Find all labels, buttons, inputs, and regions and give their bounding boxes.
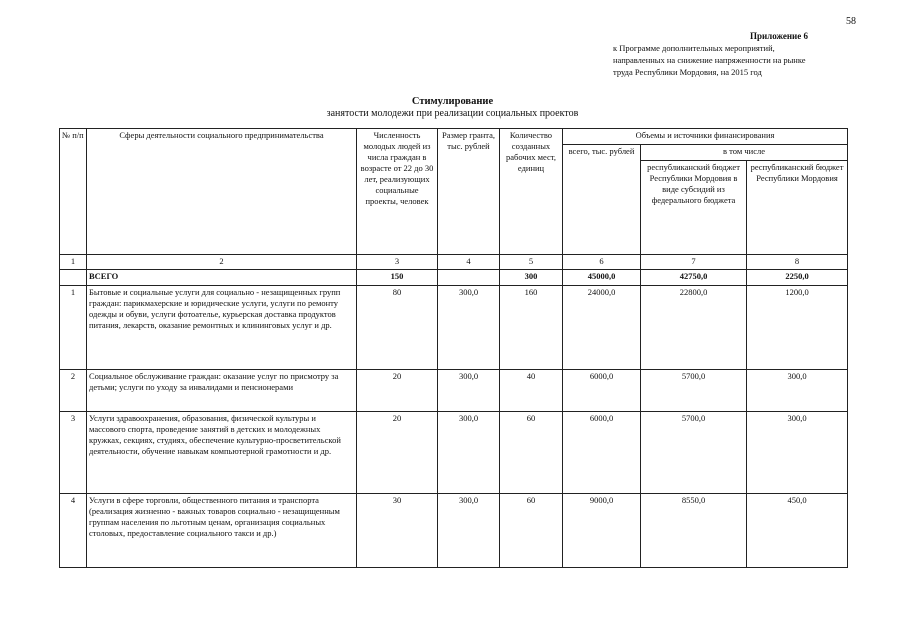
row-num: 1 xyxy=(60,286,87,370)
row-total: 6000,0 xyxy=(563,412,641,494)
document-subtitle: занятости молодежи при реализации социальных проектов xyxy=(326,108,579,119)
total-label: ВСЕГО xyxy=(87,270,357,286)
appendix-title: Приложение 6 xyxy=(749,31,808,41)
total-youth: 150 xyxy=(357,270,438,286)
row-num: 4 xyxy=(60,494,87,568)
row-num: 2 xyxy=(60,370,87,412)
page-number: 58 xyxy=(846,16,856,27)
column-number: 6 xyxy=(563,255,641,270)
row-grant: 300,0 xyxy=(438,494,500,568)
row-federal: 22800,0 xyxy=(641,286,747,370)
total-federal: 42750,0 xyxy=(641,270,747,286)
row-youth: 30 xyxy=(357,494,438,568)
row-jobs: 60 xyxy=(500,412,563,494)
row-jobs: 160 xyxy=(500,286,563,370)
table-row xyxy=(60,370,848,412)
table-row xyxy=(60,412,848,494)
appendix-line: к Программе дополнительных мероприятий, xyxy=(613,43,775,53)
row-federal: 5700,0 xyxy=(641,412,747,494)
appendix-block xyxy=(613,30,883,78)
appendix-line: труда Республики Мордовия, на 2015 год xyxy=(613,67,762,77)
row-youth: 80 xyxy=(357,286,438,370)
appendix-line: направленных на снижение напряженности на рынке xyxy=(613,55,806,65)
row-total: 6000,0 xyxy=(563,370,641,412)
row-federal: 8550,0 xyxy=(641,494,747,568)
column-number: 4 xyxy=(438,255,500,270)
row-sphere: Услуги в сфере торговли, общественного питания и транспорта (реализация жизненно - важных товаров социально - незащищенным группам населения по льготным ценам, организация социальных столовых, предоставление социального такси и др.) xyxy=(87,494,357,568)
row-num: 3 xyxy=(60,412,87,494)
column-number: 5 xyxy=(500,255,563,270)
document-title-block xyxy=(0,96,905,120)
total-financing: 45000,0 xyxy=(563,270,641,286)
row-federal: 5700,0 xyxy=(641,370,747,412)
header-youth-count: Численность молодых людей из числа граждан в возрасте от 22 до 30 лет, реализующих социальные проекты, человек xyxy=(357,129,438,255)
column-number-row xyxy=(60,255,848,270)
row-total: 24000,0 xyxy=(563,286,641,370)
total-jobs: 300 xyxy=(500,270,563,286)
row-total: 9000,0 xyxy=(563,494,641,568)
row-sphere: Социальное обслуживание граждан: оказание услуг по присмотру за детьми; услуги по уходу за инвалидами и пенсионерами xyxy=(87,370,357,412)
row-grant: 300,0 xyxy=(438,286,500,370)
total-grant xyxy=(438,270,500,286)
row-youth: 20 xyxy=(357,412,438,494)
header-rep-budget: республиканский бюджет Республики Мордовия xyxy=(747,161,848,255)
column-number: 7 xyxy=(641,255,747,270)
row-sphere: Услуги здравоохранения, образования, физической культуры и массового спорта, проведение занятий в детских и молодежных кружках, секциях, студиях, обеспечение культурно-просветительской деятельности, обучение навыкам компьютерной грамотности и др. xyxy=(87,412,357,494)
header-sphere: Сферы деятельности социального предпринимательства xyxy=(87,129,357,255)
row-grant: 300,0 xyxy=(438,412,500,494)
table-row xyxy=(60,494,848,568)
row-regional: 1200,0 xyxy=(747,286,848,370)
table-row xyxy=(60,286,848,370)
row-sphere: Бытовые и социальные услуги для социально - незащищенных групп граждан: парикмахерские и юридические услуги, услуги по ремонту одежды и обуви, услуги фотоателье, курьерская доставка продуктов питания, лекарств, оказание ремонтных и клининговых услуг и др. xyxy=(87,286,357,370)
financing-table xyxy=(59,128,848,568)
row-regional: 300,0 xyxy=(747,370,848,412)
header-grant: Размер гранта, тыс. рублей xyxy=(438,129,500,255)
header-jobs: Количество созданных рабочих мест, единиц xyxy=(500,129,563,255)
document-title: Стимулирование xyxy=(411,96,494,107)
row-regional: 450,0 xyxy=(747,494,848,568)
header-rep-budget-federal: республиканский бюджет Республики Мордовия в виде субсидий из федерального бюджета xyxy=(641,161,747,255)
total-regional: 2250,0 xyxy=(747,270,848,286)
header-financing: Объемы и источники финансирования xyxy=(563,129,848,145)
column-number: 8 xyxy=(747,255,848,270)
row-jobs: 60 xyxy=(500,494,563,568)
column-number: 3 xyxy=(357,255,438,270)
row-youth: 20 xyxy=(357,370,438,412)
header-including: в том числе xyxy=(641,145,848,161)
total-num xyxy=(60,270,87,286)
column-number: 2 xyxy=(87,255,357,270)
row-regional: 300,0 xyxy=(747,412,848,494)
header-total: всего, тыс. рублей xyxy=(563,145,641,255)
total-row xyxy=(60,270,848,286)
row-jobs: 40 xyxy=(500,370,563,412)
row-grant: 300,0 xyxy=(438,370,500,412)
column-number: 1 xyxy=(60,255,87,270)
header-num: № п/п xyxy=(60,129,87,255)
